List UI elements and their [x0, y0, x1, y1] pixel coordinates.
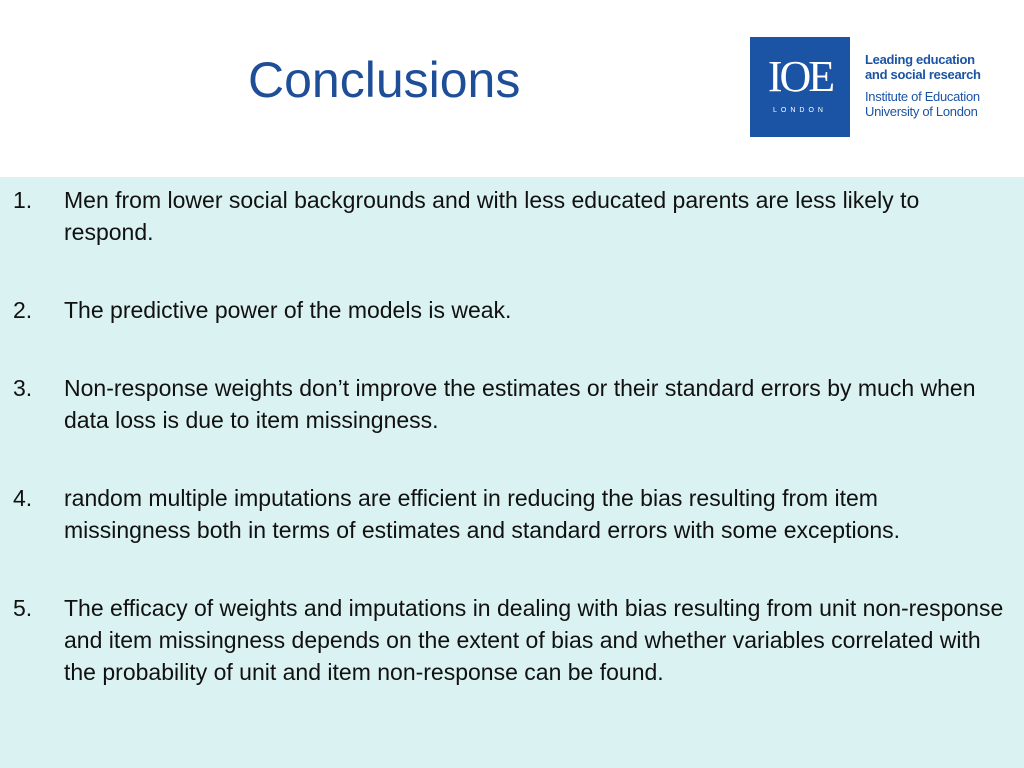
list-item-number: 4. [13, 485, 33, 511]
ioe-logo [750, 37, 990, 137]
list-item [0, 372, 1010, 436]
list-item [0, 294, 1010, 326]
list-item-number: 3. [13, 375, 33, 401]
conclusions-list [0, 184, 1010, 734]
logo-institution-1: Institute of Education [865, 89, 980, 104]
list-item [0, 184, 1010, 248]
logo-institution-2: University of London [865, 104, 978, 119]
list-item-number: 5. [13, 595, 33, 621]
slide-title: Conclusions [248, 52, 521, 108]
list-item-number: 1. [13, 187, 33, 213]
list-item-text: Men from lower social backgrounds and with less educated parents are less likely to respond. [64, 187, 920, 245]
list-item [0, 482, 1010, 546]
logo-sub-text: LONDON [773, 107, 827, 114]
slide-header [0, 0, 1024, 177]
slide-content [0, 177, 1024, 768]
logo-tagline-1: Leading education [865, 52, 975, 67]
ioe-logo-mark [750, 37, 850, 137]
logo-tagline-2: and social research [865, 67, 981, 82]
list-item-text: Non-response weights don’t improve the estimates or their standard errors by much when data loss is due to item missingness. [64, 375, 976, 433]
list-item-text: random multiple imputations are efficient in reducing the bias resulting from item missingness both in terms of estimates and standard errors with some exceptions. [64, 485, 901, 543]
logo-mark-text: IOE [767, 52, 833, 101]
list-item-number: 2. [13, 297, 33, 323]
list-item [0, 592, 1010, 688]
list-item-text: The predictive power of the models is weak. [64, 297, 512, 323]
list-item-text: The efficacy of weights and imputations in dealing with bias resulting from unit non-response and item missingness depends on the extent of bias and whether variables correlated with the probability of unit and item non-response can be found. [64, 595, 1004, 685]
